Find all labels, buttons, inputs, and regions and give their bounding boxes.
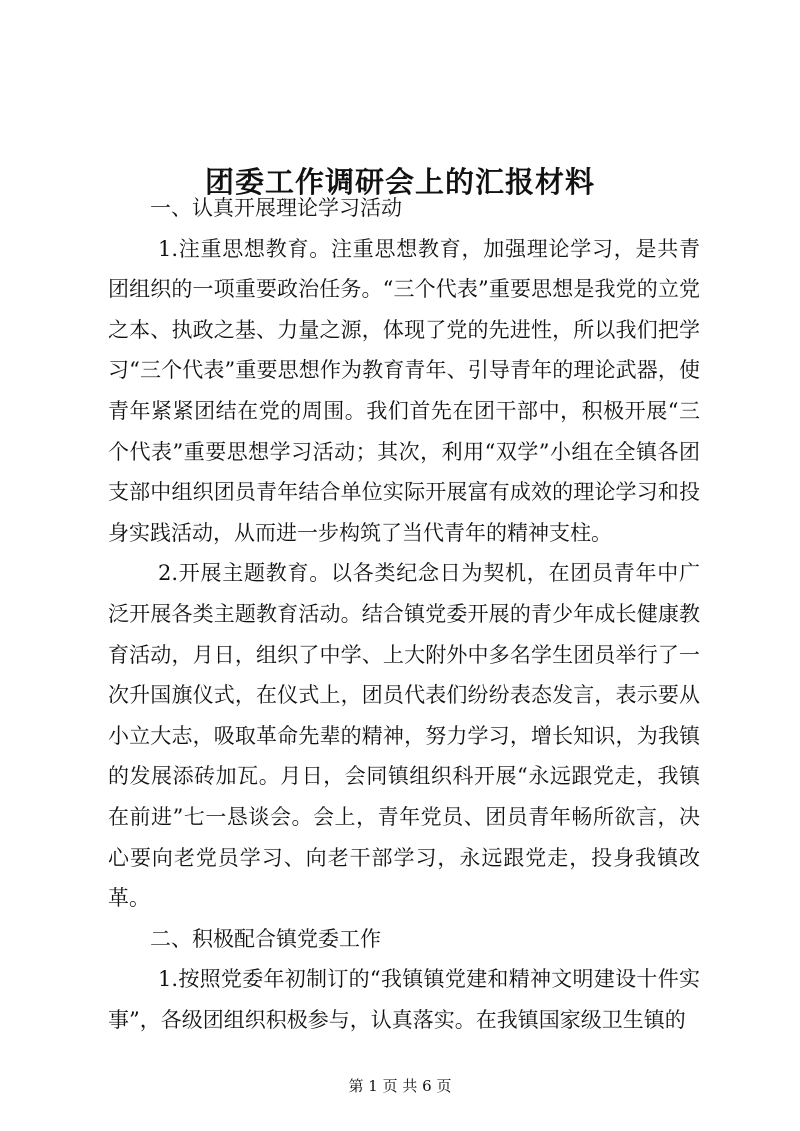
paragraph: 2.开展主题教育。以各类纪念日为契机，在团员青年中广泛开展各类主题教育活动。结合镇党委开展的青少年成长健康教育活动，月日，组织了中学、上大附外中多名学生团员举行了一次升国旗仪式，在仪式上，团员代表们纷纷表态发言，表示要从小立大志，吸取革命先辈的精神，努力学习，增长知识，为我镇的发展添砖加瓦。月日，会同镇组织科开展“永远跟党走，我镇在前进”七一恳谈会。会上，青年党员、团员青年畅所欲言，决心要向老党员学习、向老干部学习，永远跟党走，投身我镇改革。 (108, 561, 700, 911)
section-heading: 一、认真开展理论学习活动 (150, 196, 402, 220)
paragraph: 1.注重思想教育。注重思想教育，加强理论学习，是共青团组织的一项重要政治任务。“三个代表”重要思想是我党的立党之本、执政之基、力量之源，体现了党的先进性，所以我们把学习“三个代表”重要思想作为教育青年、引导青年的理论武器，使青年紧紧团结在党的周围。我们首先在团干部中，积极开展“三个代表”重要思想学习活动；其次，利用“双学”小组在全镇各团支部中组织团员青年结合单位实际开展富有成效的理论学习和投身实践活动，从而进一步构筑了当代青年的精神支柱。 (108, 236, 700, 545)
section-heading: 二、积极配合镇党委工作 (150, 926, 381, 951)
document-title: 团委工作调研会上的汇报材料 (204, 165, 595, 200)
page-footer: 第 1 页 共 6 页 (348, 1077, 452, 1095)
paragraph: 1.按照党委年初制订的“我镇镇党建和精神文明建设十件实事”，各级团组织积极参与，认真落实。在我镇国家级卫生镇的 (108, 967, 700, 1032)
document-body (108, 188, 700, 1040)
